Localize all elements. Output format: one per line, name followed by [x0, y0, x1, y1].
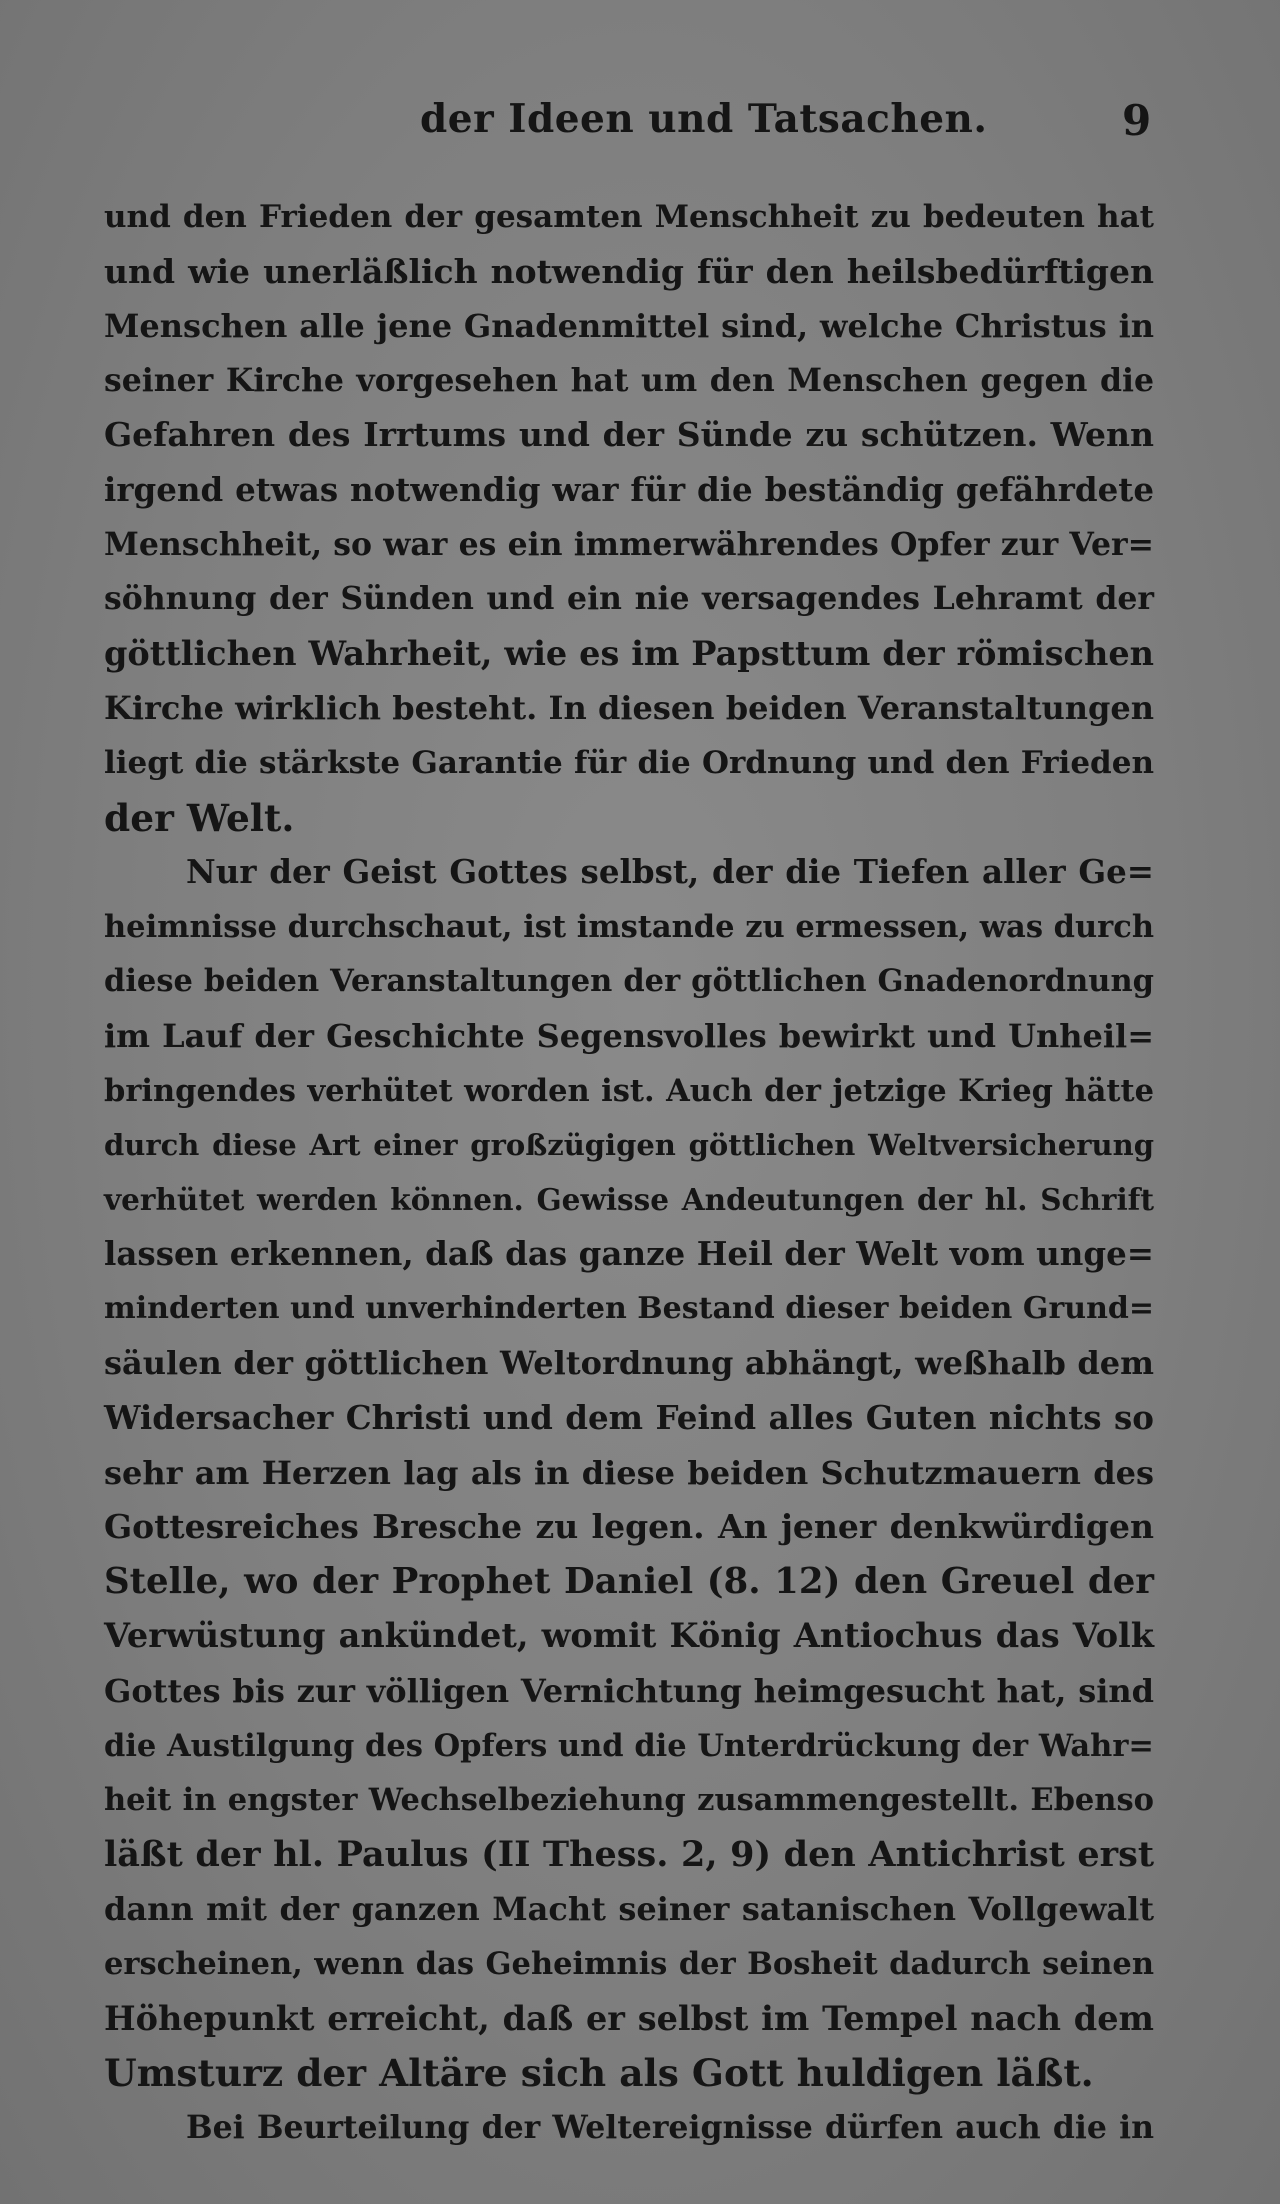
- text-line: erscheinen, wenn das Geheimnis der Bosheit dadurch seinen: [104, 1946, 1154, 1982]
- body-text: [104, 190, 1154, 2155]
- text-line: Gottesreiches Bresche zu legen. An jener denkwürdigen: [104, 1507, 1154, 1547]
- text-line: sehr am Herzen lag als in diese beiden Schutzmauern des: [104, 1453, 1154, 1492]
- text-line: heimnisse durchschaut, ist imstande zu ermessen, was durch: [104, 908, 1154, 945]
- text-line: läßt der hl. Paulus (II Thess. 2, 9) den Antichrist erst: [104, 1833, 1154, 1875]
- text-line: Menschen alle jene Gnadenmittel sind, welche Christus in: [104, 307, 1154, 346]
- text-line: Stelle, wo der Prophet Daniel (8. 12) den Greuel der: [104, 1560, 1154, 1602]
- text-line: heit in engster Wechselbeziehung zusammengestellt. Ebenso: [104, 1782, 1154, 1819]
- text-line: Nur der Geist Gottes selbst, der die Tiefen aller Ge=: [186, 852, 1154, 892]
- text-line: göttlichen Wahrheit, wie es im Papsttum der römischen: [104, 633, 1154, 673]
- text-line: Gefahren des Irrtums und der Sünde zu schützen. Wenn: [104, 415, 1154, 455]
- running-head-title: der Ideen und Tatsachen.: [420, 96, 988, 142]
- text-line: Widersacher Christi und dem Feind alles Guten nichts so: [104, 1398, 1154, 1438]
- text-line: minderten und unverhinderten Bestand dieser beiden Grund=: [104, 1290, 1154, 1326]
- text-line: durch diese Art einer großzügigen göttlichen Weltversicherung: [104, 1128, 1154, 1163]
- running-head: [0, 96, 1280, 156]
- text-line: verhütet werden können. Gewisse Andeutungen der hl. Schrift: [104, 1181, 1154, 1217]
- text-line: und wie unerläßlich notwendig für den heilsbedürftigen: [104, 251, 1154, 291]
- text-line: diese beiden Veranstaltungen der göttlichen Gnadenordnung: [104, 963, 1154, 1000]
- text-line: Umsturz der Altäre sich als Gott huldigen läßt.: [104, 2051, 1094, 2096]
- text-line: Bei Beurteilung der Weltereignisse dürfen auch die in: [186, 2108, 1154, 2146]
- text-line: seiner Kirche vorgesehen hat um den Menschen gegen die: [104, 361, 1154, 399]
- text-line: bringendes verhütet worden ist. Auch der jetzige Krieg hätte: [104, 1072, 1154, 1109]
- text-line: und den Frieden der gesamten Menschheit zu bedeuten hat: [104, 199, 1154, 235]
- text-line: Menschheit, so war es ein immerwährendes Opfer zur Ver=: [104, 525, 1154, 563]
- text-line: der Welt.: [104, 795, 295, 840]
- text-line: irgend etwas notwendig war für die beständig gefährdete: [104, 469, 1154, 509]
- text-line: säulen der göttlichen Weltordnung abhängt, weßhalb dem: [104, 1344, 1154, 1383]
- text-line: Kirche wirklich besteht. In diesen beiden Veranstaltungen: [104, 689, 1154, 728]
- page-number: 9: [1122, 96, 1152, 145]
- text-line: dann mit der ganzen Macht seiner satanischen Vollgewalt: [104, 1890, 1154, 1929]
- text-line: söhnung der Sünden und ein nie versagendes Lehramt der: [104, 580, 1154, 618]
- text-line: Gottes bis zur völligen Vernichtung heimgesucht hat, sind: [104, 1672, 1154, 1711]
- text-line: Höhepunkt erreicht, daß er selbst im Tempel nach dem: [104, 1998, 1154, 2038]
- text-line: lassen erkennen, daß das ganze Heil der Welt vom unge=: [104, 1234, 1154, 1274]
- text-line: im Lauf der Geschichte Segensvolles bewirkt und Unheil=: [104, 1016, 1154, 1055]
- text-line: liegt die stärkste Garantie für die Ordnung und den Frieden: [104, 744, 1154, 781]
- text-line: die Austilgung des Opfers und die Unterdrückung der Wahr=: [104, 1727, 1154, 1764]
- text-line: Verwüstung ankündet, womit König Antiochus das Volk: [104, 1616, 1154, 1656]
